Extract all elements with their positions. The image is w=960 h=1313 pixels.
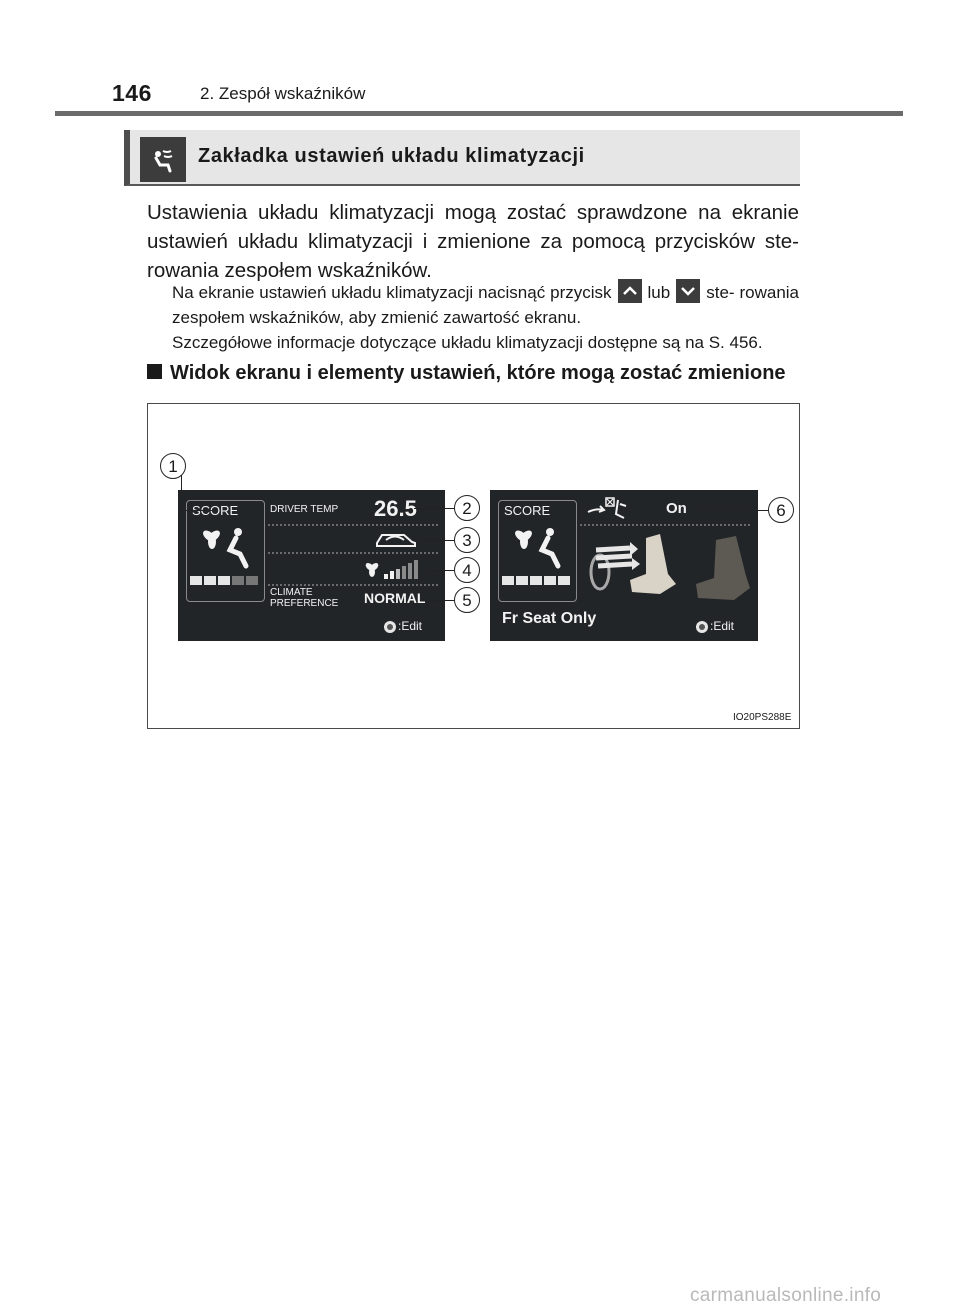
note-reference: Szczegółowe informacje dotyczące układu klimatyzacji dostępne są na S. 456. — [172, 333, 763, 352]
note-buttons — [172, 279, 799, 330]
leader-line — [181, 474, 182, 510]
score-segment — [502, 576, 514, 585]
callout-1: 1 — [160, 453, 186, 479]
climate-settings-screen — [178, 490, 445, 641]
score-segment — [190, 576, 202, 585]
leader-line — [425, 570, 454, 571]
divider — [268, 584, 438, 586]
intro-paragraph: Ustawienia układu klimatyzacji mogą zostać sprawdzone na ekranie ustawień układu klimatyzacji i zmienione za pomocą przycisków ste- rowania zespołem wskaźników. — [147, 201, 799, 282]
climate-preference-label-2: PREFERENCE — [270, 598, 339, 609]
leader-line — [414, 508, 454, 509]
climate-settings-icon — [140, 137, 186, 182]
seat-only-status: On — [666, 500, 687, 517]
subheading-text: Widok ekranu i elementy ustawień, które mogą zostać zmienione — [170, 362, 786, 384]
leader-line — [418, 540, 454, 541]
note-text: Na ekranie ustawień układu klimatyzacji nacisnąć przycisk — [172, 283, 612, 302]
score-bar — [190, 576, 258, 585]
divider — [580, 524, 750, 526]
square-bullet-icon — [147, 364, 162, 379]
fan-seat-icon — [200, 524, 252, 577]
callout-4: 4 — [454, 557, 480, 583]
up-button-icon — [618, 279, 642, 303]
score-segment — [218, 576, 230, 585]
header-rule — [55, 111, 903, 116]
fan-seat-icon — [512, 524, 564, 577]
climate-preference-label-1: CLIMATE — [270, 587, 313, 598]
score-segment — [516, 576, 528, 585]
edit-hint: :Edit — [398, 619, 423, 633]
section-title: Zakładka ustawień układu klimatyzacji — [198, 145, 585, 167]
temperature-value: 26.5 — [374, 496, 417, 521]
callout-3: 3 — [454, 527, 480, 553]
note-text: lub — [647, 283, 671, 302]
leader-line — [181, 510, 215, 511]
note-text: ste- rowania zespołem wskaźników, aby zmienić zawartość ekranu. — [172, 283, 799, 327]
score-segment — [530, 576, 542, 585]
page-number: 146 — [112, 80, 152, 106]
recirculation-car-icon — [374, 528, 418, 553]
divider — [268, 524, 438, 526]
subheading — [147, 362, 786, 385]
callout-2: 2 — [454, 495, 480, 521]
figure-id: IO20PS288E — [733, 712, 792, 723]
watermark: carmanualsonline.info — [690, 1285, 882, 1306]
callout-5: 5 — [454, 587, 480, 613]
dial-button-icon — [695, 620, 709, 639]
fan-speed-icon — [364, 558, 424, 585]
score-segment — [558, 576, 570, 585]
score-segment — [246, 576, 258, 585]
score-segment — [232, 576, 244, 585]
climate-preference-value: NORMAL — [364, 590, 426, 606]
seat-mode-label: Fr Seat Only — [502, 610, 597, 627]
chapter-title: 2. Zespół wskaźników — [200, 84, 366, 103]
seat-illustration — [586, 528, 752, 615]
score-segment — [544, 576, 556, 585]
dial-button-icon — [383, 620, 397, 639]
divider — [268, 552, 438, 554]
seat-airflow-icon — [586, 496, 630, 527]
score-label: SCORE — [504, 503, 551, 518]
down-button-icon — [676, 279, 700, 303]
score-label: SCORE — [192, 503, 239, 518]
callout-6: 6 — [768, 497, 794, 523]
leader-line — [692, 510, 768, 511]
driver-temp-label: DRIVER TEMP — [270, 504, 339, 515]
leader-line — [420, 600, 454, 601]
score-segment — [204, 576, 216, 585]
edit-hint: :Edit — [710, 619, 735, 633]
score-bar — [502, 576, 570, 585]
seat-only-screen — [490, 490, 758, 641]
